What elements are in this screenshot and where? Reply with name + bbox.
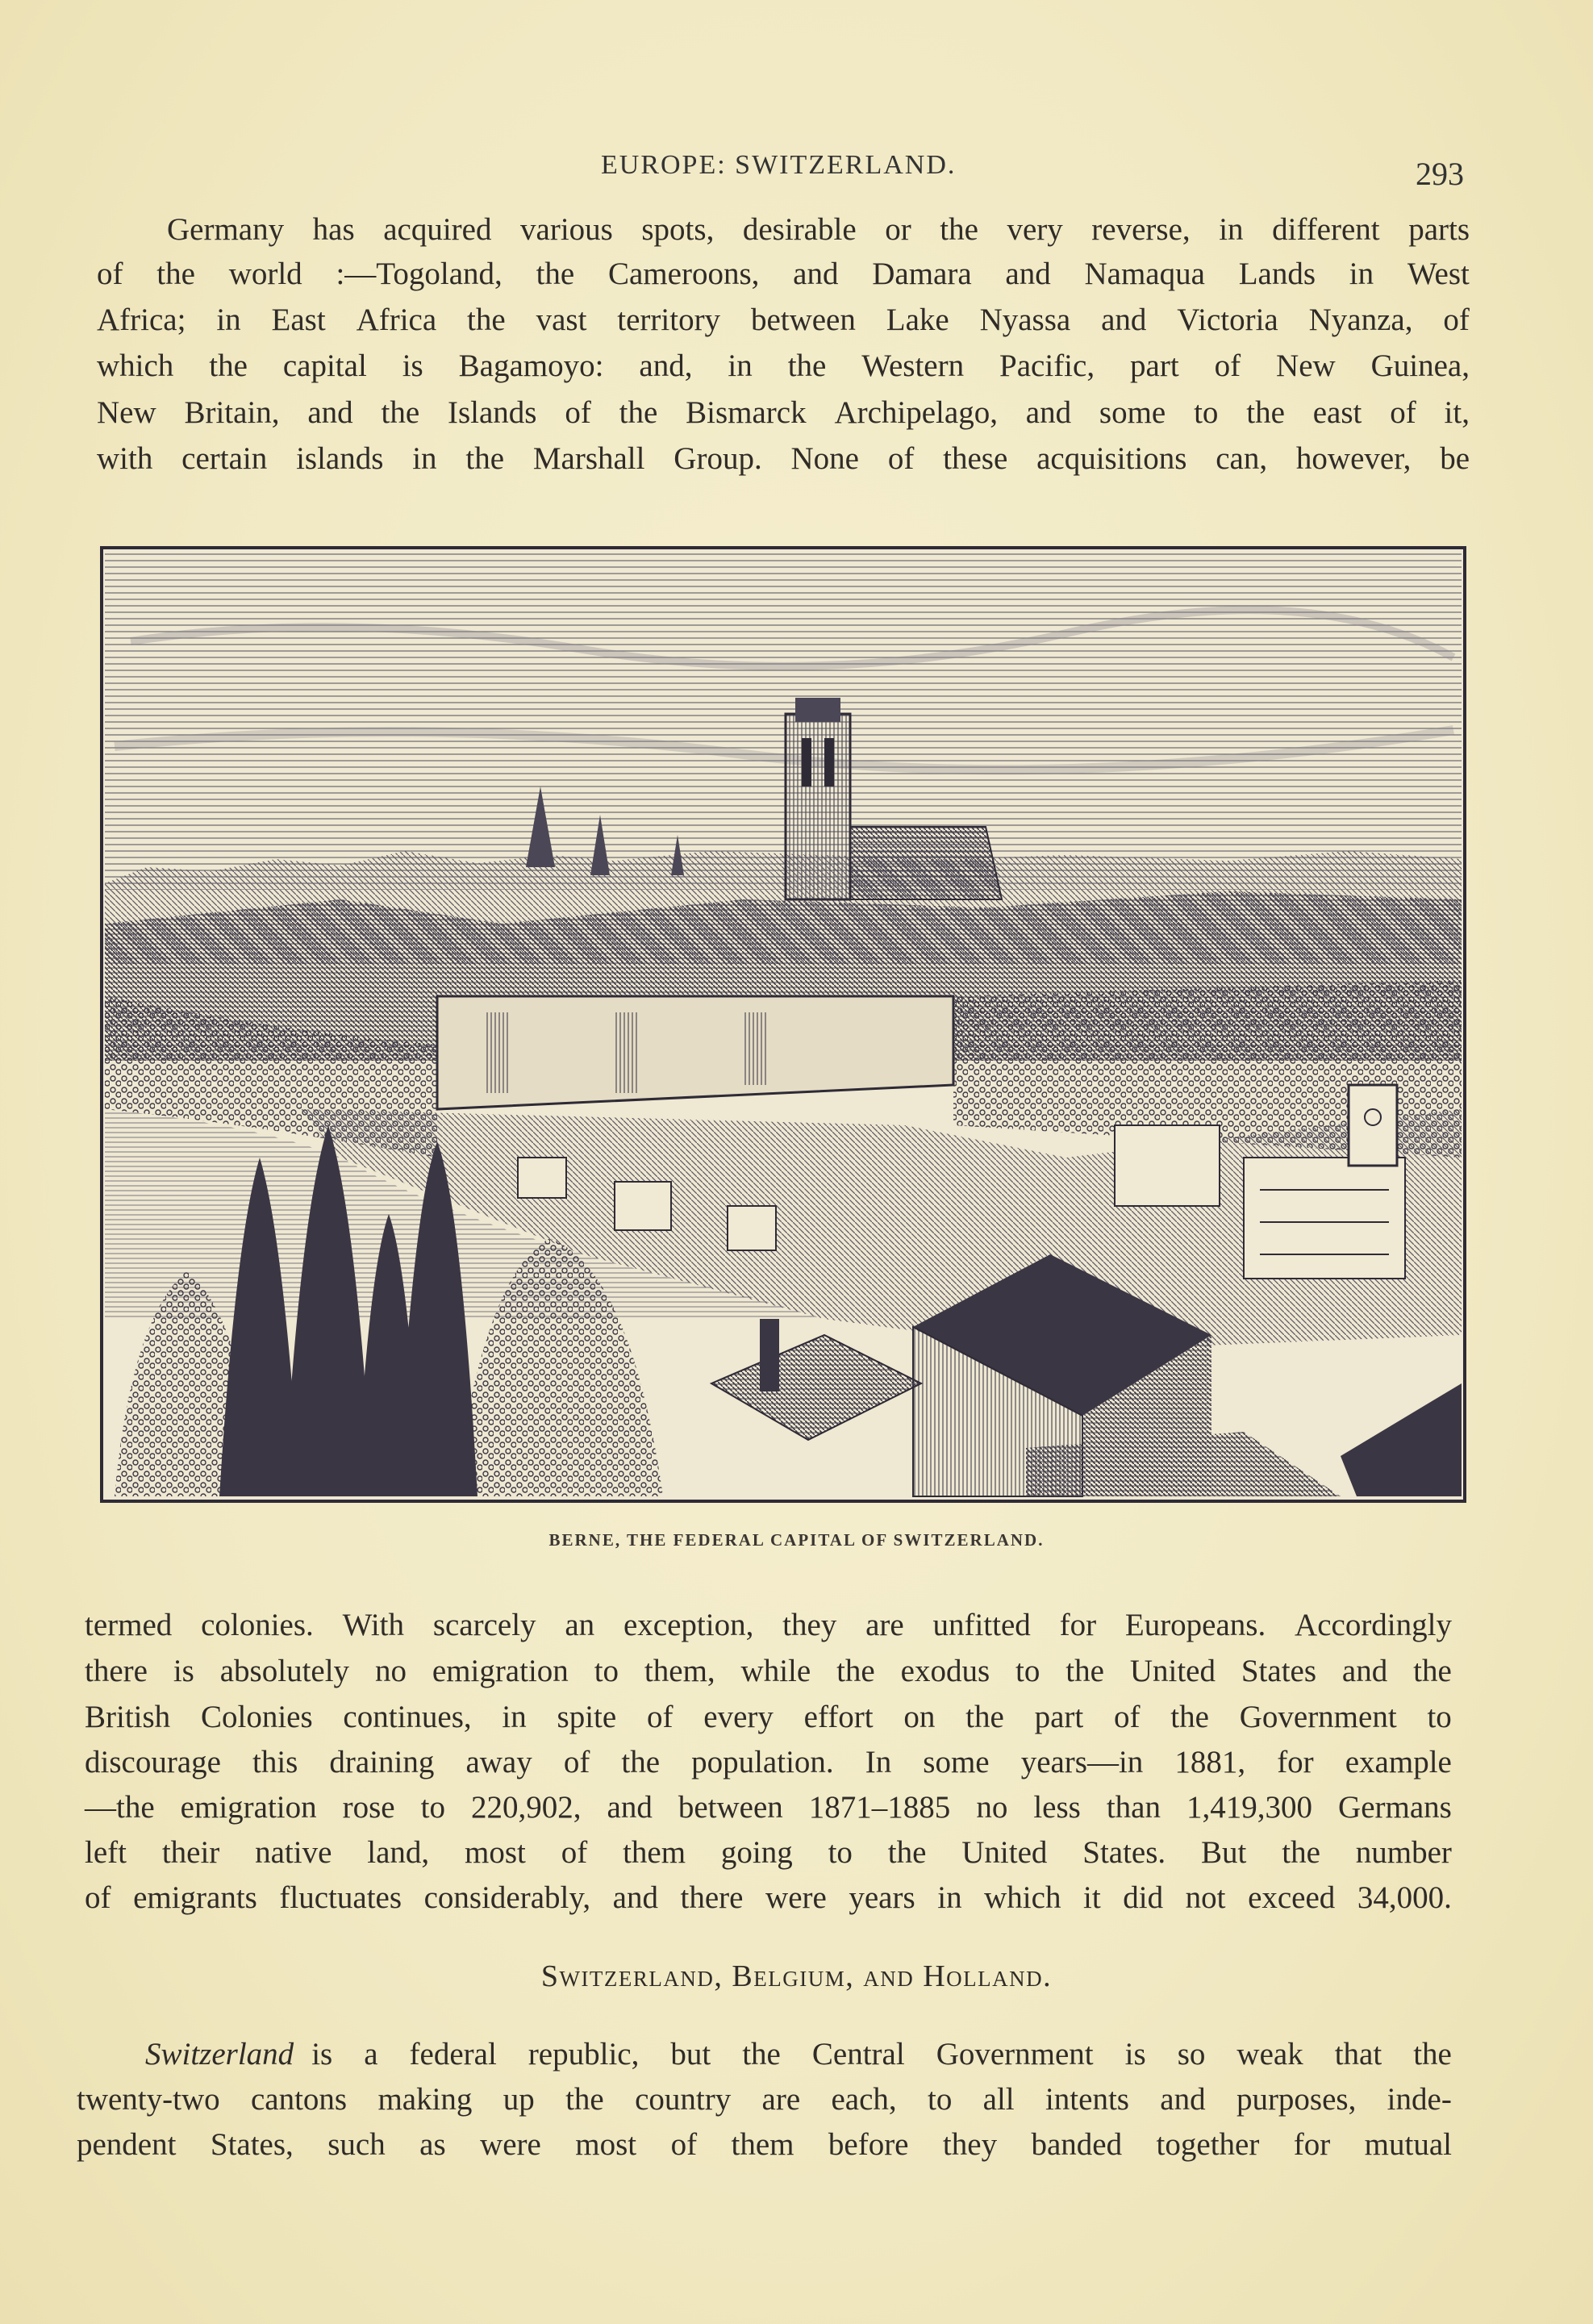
text-line: —the emigration rose to 220,902, and between 1871–1885 no less than 1,419,300 Germans [85, 1790, 1452, 1825]
text-line: is a federal republic, but the Central Government is so weak that the [311, 2037, 1452, 2072]
running-head: EUROPE: SWITZERLAND. [601, 150, 957, 180]
text-line-first [145, 2036, 1452, 2072]
text-line: discourage this draining away of the population. In some years—in 1881, for example [85, 1745, 1452, 1780]
text-line: left their native land, most of them going to the United States. But the number [85, 1835, 1452, 1870]
text-line: which the capital is Bagamoyo: and, in the Western Pacific, part of New Guinea, [97, 348, 1470, 383]
text-line: with certain islands in the Marshall Group. None of these acquisitions can, however, be [97, 441, 1470, 476]
engraving-berne [98, 544, 1468, 1504]
sky [105, 551, 1462, 890]
text-line: Germany has acquired various spots, desirable or the very reverse, in different parts [167, 212, 1470, 247]
text-line: British Colonies continues, in spite of every effort on the part of the Government to [85, 1700, 1452, 1734]
text-line: of emigrants fluctuates considerably, and there were years in which it did not exceed 34,000. [85, 1880, 1452, 1915]
text-line: New Britain, and the Islands of the Bismarck Archipelago, and some to the east of it, [97, 395, 1470, 430]
page-number: 293 [1416, 156, 1464, 192]
text-line: twenty-two cantons making up the country are each, to all intents and purposes, inde- [77, 2082, 1452, 2117]
text-line: Africa; in East Africa the vast territory between Lake Nyassa and Victoria Nyanza, of [97, 302, 1470, 337]
text-line: pendent States, such as were most of them before they banded together for mutual [77, 2127, 1452, 2162]
text-line: there is absolutely no emigration to them, while the exodus to the United States and the [85, 1654, 1452, 1688]
emphasized-word: Switzerland [145, 2037, 294, 2072]
text-line: termed colonies. With scarcely an exception, they are unfitted for Europeans. Accordingly [85, 1608, 1452, 1642]
page-header [0, 144, 1593, 192]
figure-caption: BERNE, THE FEDERAL CAPITAL OF SWITZERLAND. [548, 1530, 1045, 1550]
text-line: of the world :—Togoland, the Cameroons, and Damara and Namaqua Lands in West [97, 257, 1470, 291]
section-heading: Switzerland, Belgium, and Holland. [540, 1959, 1053, 1993]
engraving-illustration [98, 544, 1468, 1504]
